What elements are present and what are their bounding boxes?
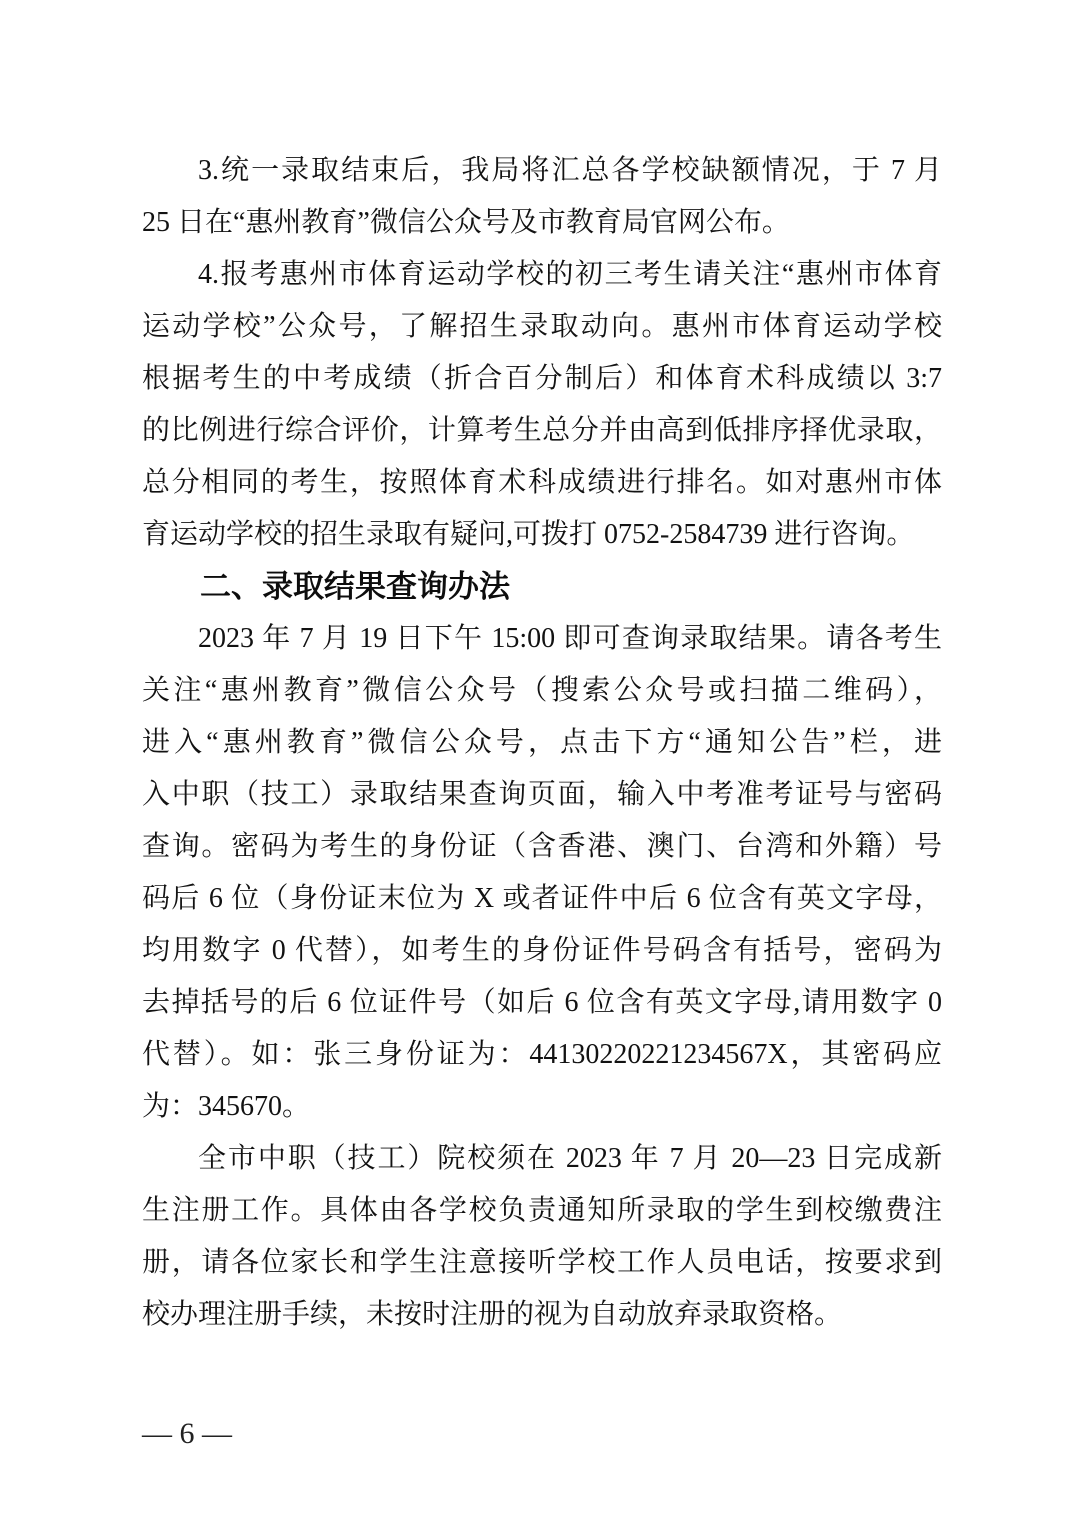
text-line: 运动学校”公众号，了解招生录取动向。惠州市体育运动学校 — [142, 311, 942, 342]
text-line: 生注册工作。具体由各学校负责通知所录取的学生到校缴费注 — [142, 1195, 942, 1226]
text-line: 册，请各位家长和学生注意接听学校工作人员电话，按要求到 — [142, 1247, 942, 1278]
text-line: 根据考生的中考成绩（折合百分制后）和体育术科成绩以 3:7 — [142, 363, 942, 394]
text-line: 关注“惠州教育”微信公众号（搜索公众号或扫描二维码）， — [142, 675, 942, 706]
text-line: 为：345670。 — [142, 1091, 311, 1122]
text-line: 入中职（技工）录取结果查询页面，输入中考准考证号与密码 — [142, 779, 942, 810]
paragraph-registration — [142, 1133, 942, 1341]
text-line: 25 日在“惠州教育”微信公众号及市教育局官网公布。 — [142, 207, 790, 238]
text-line: 去掉括号的后 6 位证件号（如后 6 位含有英文字母,请用数字 0 — [142, 987, 942, 1018]
paragraph-item-4 — [142, 249, 942, 561]
text-line: 育运动学校的招生录取有疑问,可拨打 0752-2584739 进行咨询。 — [142, 519, 915, 550]
text-line: 4.报考惠州市体育运动学校的初三考生请关注“惠州市体育 — [198, 259, 942, 290]
section-heading: 二、录取结果查询办法 — [200, 569, 510, 604]
text-line: 的比例进行综合评价，计算考生总分并由高到低排序择优录取， — [142, 415, 942, 446]
text-line: 代替）。如：张三身份证为：44130220221234567X，其密码应 — [142, 1039, 942, 1070]
text-line: 码后 6 位（身份证末位为 X 或者证件中后 6 位含有英文字母， — [142, 883, 942, 914]
text-line: 全市中职（技工）院校须在 2023 年 7 月 20—23 日完成新 — [198, 1143, 942, 1174]
text-line: 校办理注册手续，未按时注册的视为自动放弃录取资格。 — [142, 1299, 843, 1330]
text-line: 3.统一录取结束后，我局将汇总各学校缺额情况，于 7 月 — [198, 155, 942, 186]
paragraph-item-3 — [142, 145, 942, 249]
text-line: 进入“惠州教育”微信公众号，点击下方“通知公告”栏，进 — [142, 727, 942, 758]
text-line: 总分相同的考生，按照体育术科成绩进行排名。如对惠州市体 — [142, 467, 942, 498]
page-number: — 6 — — [142, 1417, 232, 1450]
document-body — [142, 145, 942, 1341]
text-line: 2023 年 7 月 19 日下午 15:00 即可查询录取结果。请各考生 — [198, 623, 942, 654]
text-line: 查询。密码为考生的身份证（含香港、澳门、台湾和外籍）号 — [142, 831, 942, 862]
paragraph-query-method — [142, 613, 942, 1133]
text-line: 均用数字 0 代替），如考生的身份证件号码含有括号，密码为 — [142, 935, 942, 966]
